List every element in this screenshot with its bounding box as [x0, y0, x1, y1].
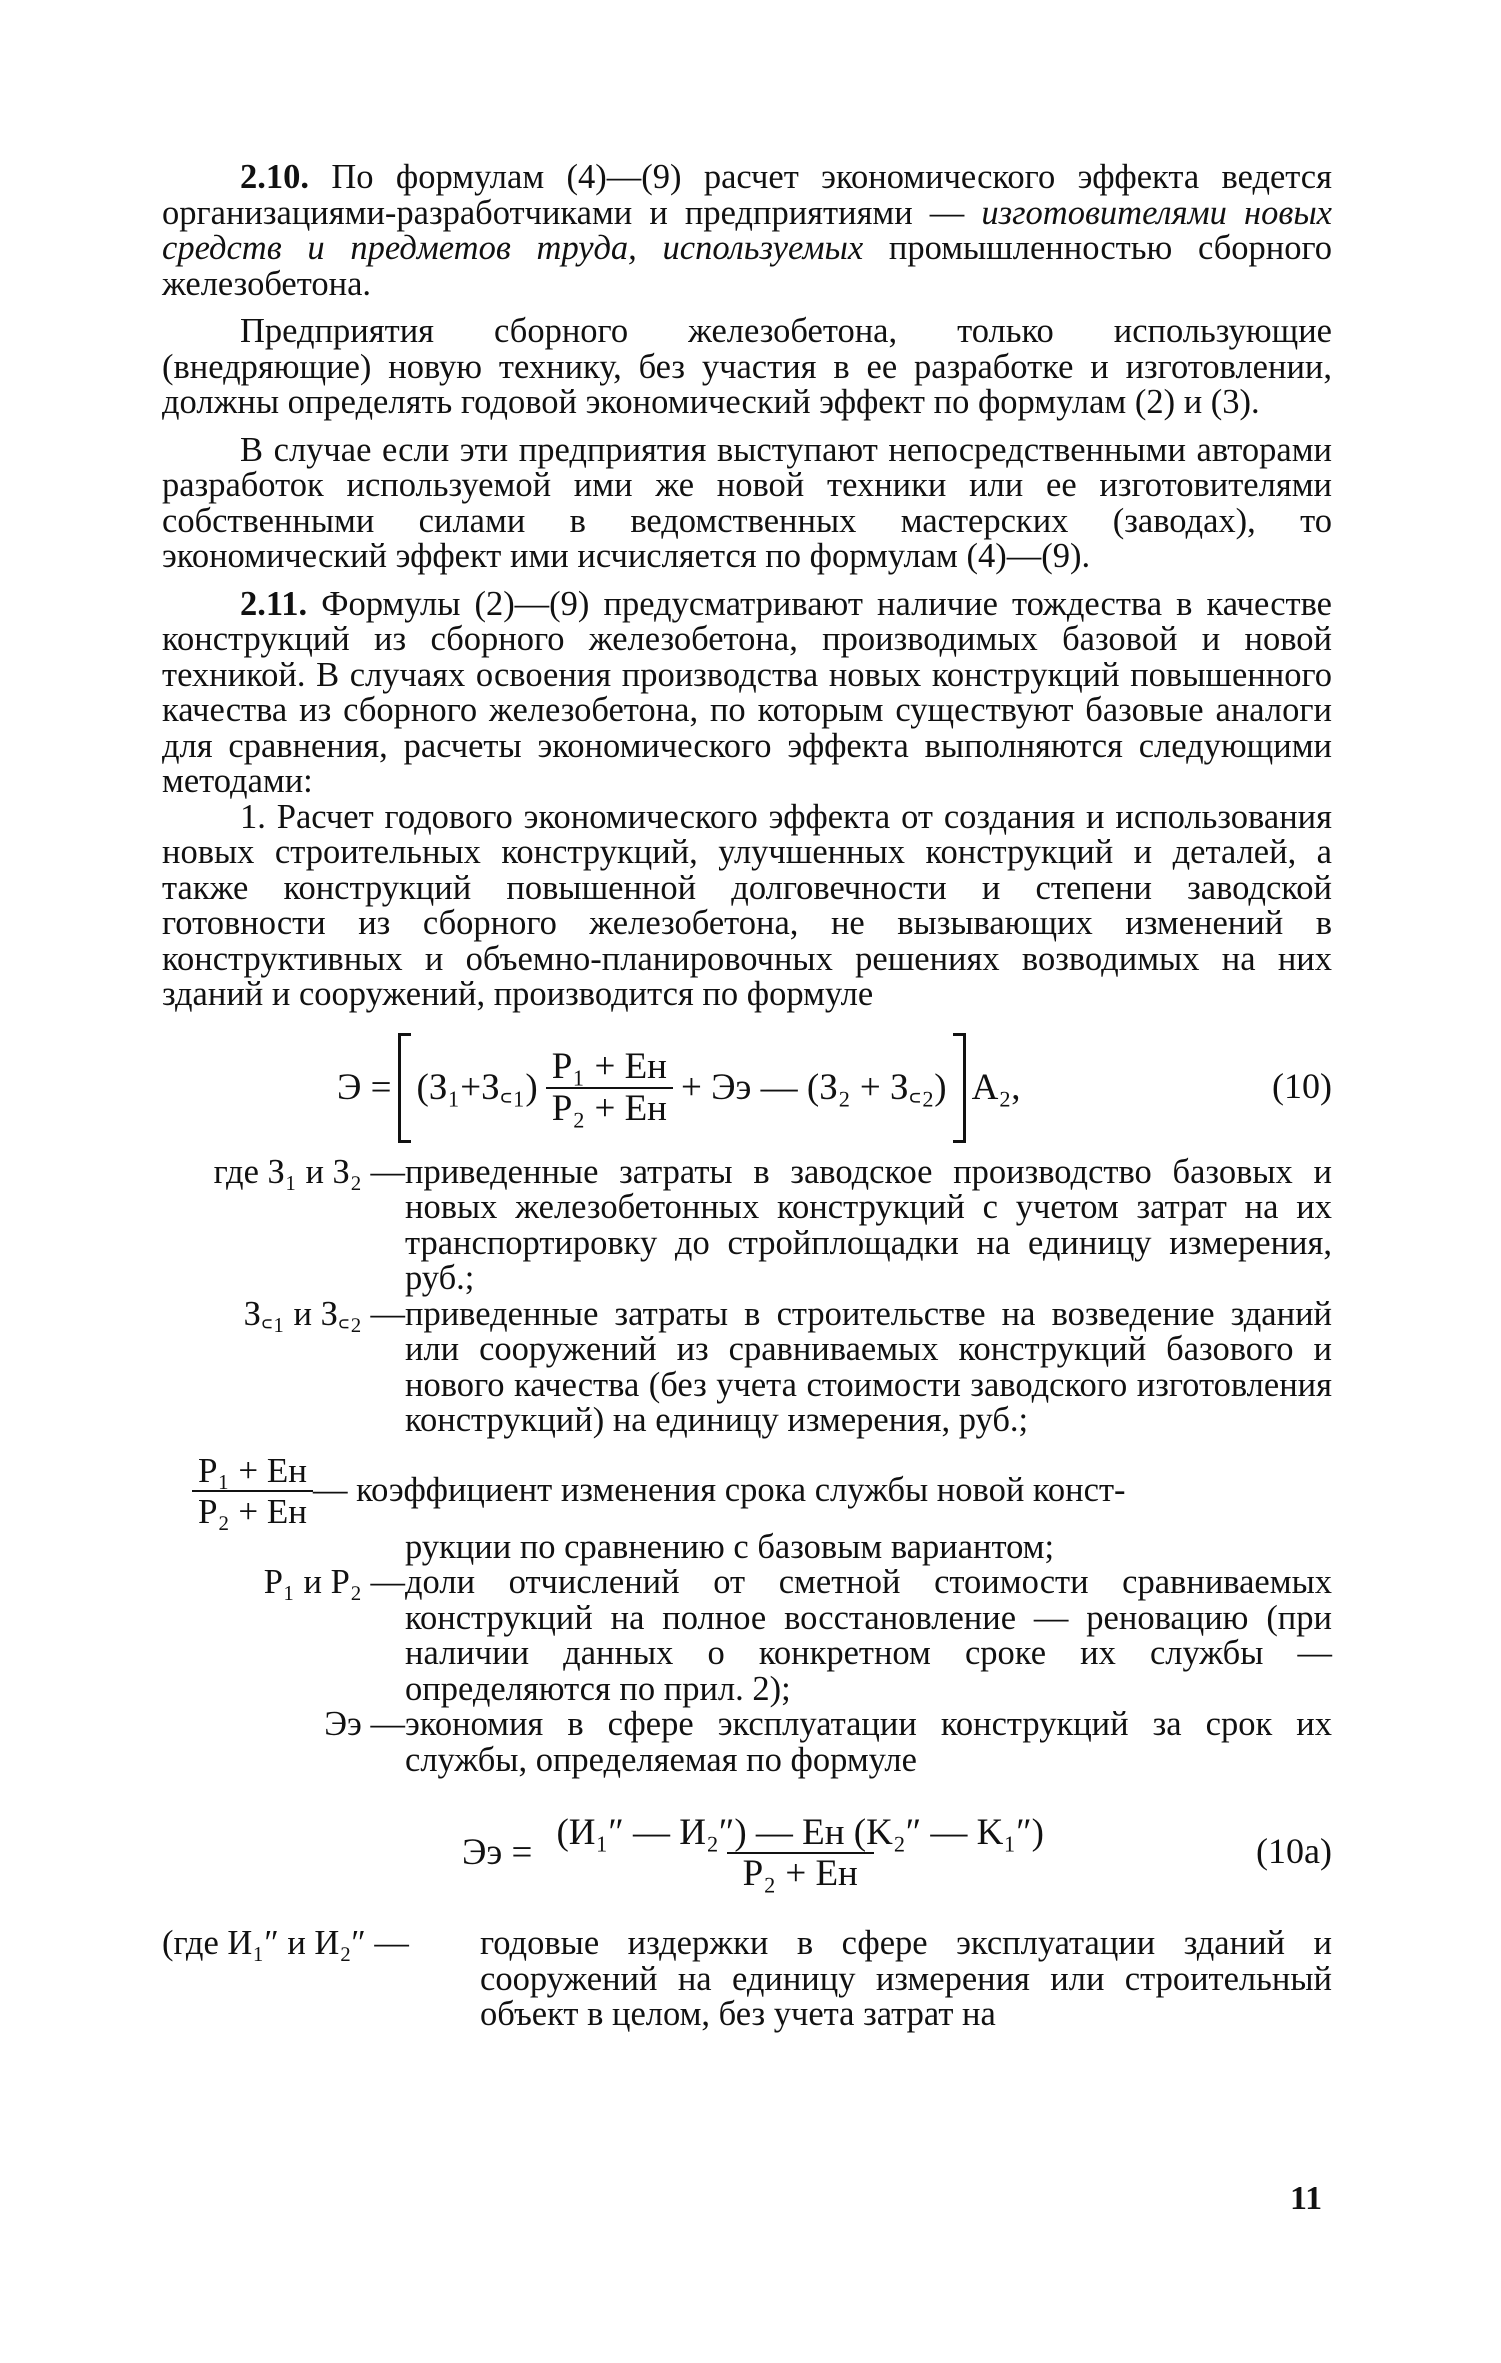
- page-number: 11: [1290, 2180, 1323, 2217]
- fraction: [540, 1811, 1060, 1894]
- formula-term1: (З₁+З꜀₁): [416, 1066, 538, 1108]
- fraction-denominator: P₂ + Eн: [546, 1087, 673, 1127]
- paragraph-2-11: 2.11. Формулы (2)—(9) предусматривают наличие тождества в качестве конструкций из сборного железобетона, производимых базовой и новой техникой. В случаях освоения производства новых конструкций повышенного качества из сборного железобетона, по которым существуют базовые аналоги для сравнения, расчеты экономического эффекта выполняются следующими методами:: [162, 584, 1332, 800]
- fraction: [546, 1046, 673, 1129]
- formula-lhs: Ээ =: [462, 1832, 533, 1874]
- formula-rest: + Ээ — (З₂ + З꜀₂): [680, 1066, 947, 1108]
- fraction-denominator: P₂ + Eн: [727, 1852, 874, 1892]
- definition-text: приведенные затраты в строительстве на возведение зданий или сооружений из сравниваемых конструкций базового и нового качества (без учета стоимости заводского изготовления конструкций) на единицу измерения, руб.;: [405, 1294, 1332, 1439]
- definition-term: P₁ и P₂ —: [263, 1563, 405, 1601]
- definition-term: Ээ —: [324, 1705, 405, 1743]
- section-number-2-10: 2.10.: [240, 158, 309, 196]
- definitions-list: [162, 1152, 1332, 1779]
- formula-factor: A₂,: [971, 1066, 1021, 1108]
- left-bracket: [398, 1033, 411, 1143]
- paragraph-enterprises: Предприятия сборного железобетона, только использующие (внедряющие) новую технику, без участия в ее разработке и изготовлении, должны определять годовой экономический эффект по формулам (2) и (3).: [162, 312, 1332, 421]
- definition-text: приведенные затраты в заводское производство базовых и новых железобетонных конструкций с учетом затрат на их транспортировку до стройплощадки на единицу измерения, руб.;: [405, 1152, 1332, 1297]
- section-number-2-11: 2.11.: [240, 584, 308, 623]
- fraction-numerator: (И₁″ — И₂″) — Eн (K₂″ — K₁″): [556, 1811, 1044, 1853]
- right-bracket: [953, 1033, 966, 1143]
- definition-term: (где И₁″ и И₂″ —: [162, 1924, 409, 1962]
- ratio-numerator: P₁ + Eн: [198, 1450, 308, 1490]
- formula-lhs: Э =: [337, 1066, 392, 1108]
- definition-z1-z2: [162, 1152, 1332, 1297]
- definition-p1-p2: [162, 1565, 1332, 1707]
- fraction-numerator: P₁ + Eн: [551, 1046, 667, 1087]
- italic-phrase: изготовителями новых средств и предметов труда, используемых: [162, 193, 1332, 267]
- definition-operating-costs: [162, 1926, 1332, 2033]
- definition-text: — коэффициент изменения срока службы новой конст-: [313, 1471, 1126, 1510]
- definition-ee: [162, 1707, 1332, 1778]
- equation-number: (10): [1272, 1065, 1332, 1106]
- paragraph-authors: В случае если эти предприятия выступают непосредственными авторами разработок используемой ими же новой техники или ее изготовителями собственными силами в ведомственных мастерских (заводах), то экономический эффект ими исчисляется по формулам (4)—(9).: [162, 430, 1332, 575]
- formula-10: [162, 1029, 1332, 1147]
- definition-text: экономия в сфере эксплуатации конструкций за срок их службы, определяемая по формуле: [405, 1705, 1332, 1779]
- equation-number: (10а): [1256, 1831, 1332, 1871]
- document-page: [162, 160, 1332, 2033]
- definition-zc1-zc2: [162, 1294, 1332, 1439]
- definition-text: годовые издержки в сфере эксплуатации зданий и сооружений на единицу измерения или строительный объект в целом, без учета затрат на: [480, 1924, 1332, 2033]
- formula-10a: [162, 1794, 1332, 1912]
- definition-term: З꜀₁ и З꜀₂ —: [243, 1294, 405, 1333]
- definition-text-continued: рукции по сравнению с базовым вариантом;: [405, 1527, 1055, 1566]
- definition-service-life-ratio: [162, 1450, 1332, 1531]
- paragraph-2-10: 2.10. По формулам (4)—(9) расчет экономического эффекта ведется организациями-разработчиками и предприятиями — изготовителями новых средств и предметов труда, используемых промышленностью сборного железобетона.: [162, 158, 1333, 303]
- ratio-denominator: P₂ + Eн: [192, 1490, 313, 1530]
- ratio-fraction: [192, 1450, 313, 1531]
- paragraph-method-1: 1. Расчет годового экономического эффекта от создания и использования новых строительных конструкций, улучшенных конструкций и деталей, а также конструкций повышенной долговечности и степени заводской готовности из сборного железобетона, не вызывающих изменений в конструктивных и объемно-планировочных решениях возводимых на них зданий и сооружений, производится по формуле: [162, 797, 1332, 1013]
- definition-term: где З₁ и З₂ —: [213, 1152, 405, 1191]
- definition-text: доли отчислений от сметной стоимости сравниваемых конструкций на полное восстановление — реновацию (при наличии данных о конкретном сроке их службы — определяются по прил. 2);: [405, 1563, 1332, 1708]
